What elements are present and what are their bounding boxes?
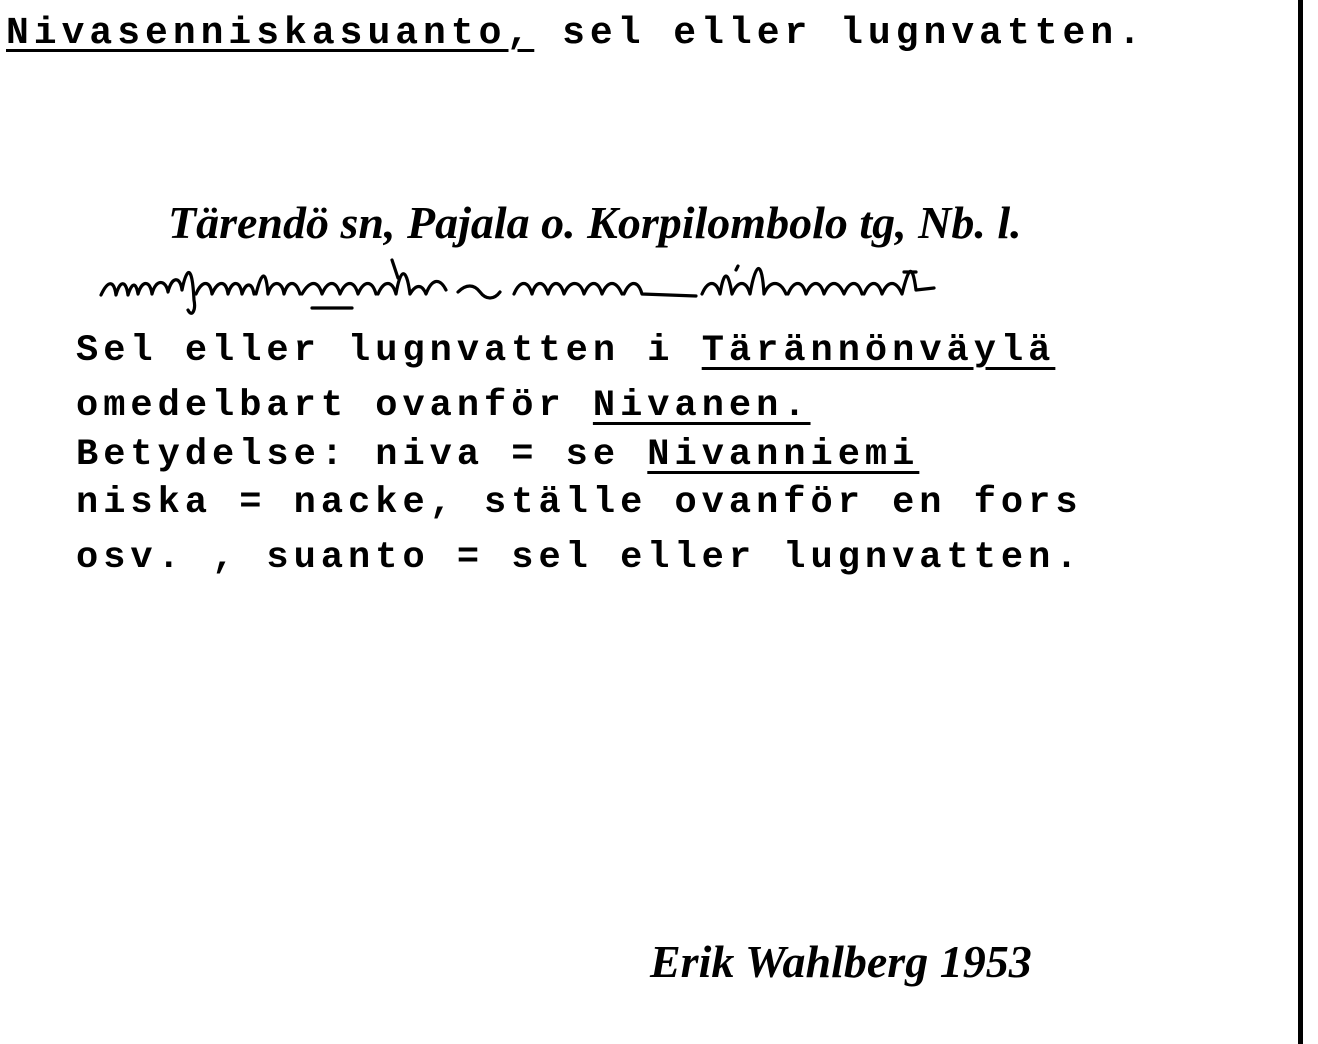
place-link-nivanniemi: Nivanniemi: [647, 434, 920, 476]
card-heading: [6, 12, 1146, 55]
body-line-5: osv. , suanto = sel eller lugnvatten.: [76, 537, 1083, 579]
handwritten-note: [96, 250, 1306, 325]
body-line-1: [76, 330, 1055, 372]
headword: Nivasenniskasuanto,: [6, 12, 535, 55]
signature: Erik Wahlberg 1953: [650, 936, 1032, 987]
card-edge-line: [1298, 0, 1303, 1044]
body-line-2-text: omedelbart ovanför: [76, 385, 566, 427]
place-link-taerannoenvaeylae: Tärännönväylä: [701, 330, 1056, 372]
body-line-2: [76, 385, 811, 427]
body-line-4: niska = nacke, ställe ovanför en fors: [76, 482, 1083, 524]
body-line-1-text: Sel eller lugnvatten i: [76, 330, 675, 372]
body-line-3: [76, 434, 919, 476]
body-line-3-text: Betydelse: niva = se: [76, 434, 621, 476]
headword-gloss: sel eller lugnvatten.: [562, 12, 1146, 55]
place-reference: Tärendö sn, Pajala o. Korpilombolo tg, Nb. l.: [168, 197, 1022, 248]
place-link-nivanen: Nivanen.: [592, 385, 811, 427]
